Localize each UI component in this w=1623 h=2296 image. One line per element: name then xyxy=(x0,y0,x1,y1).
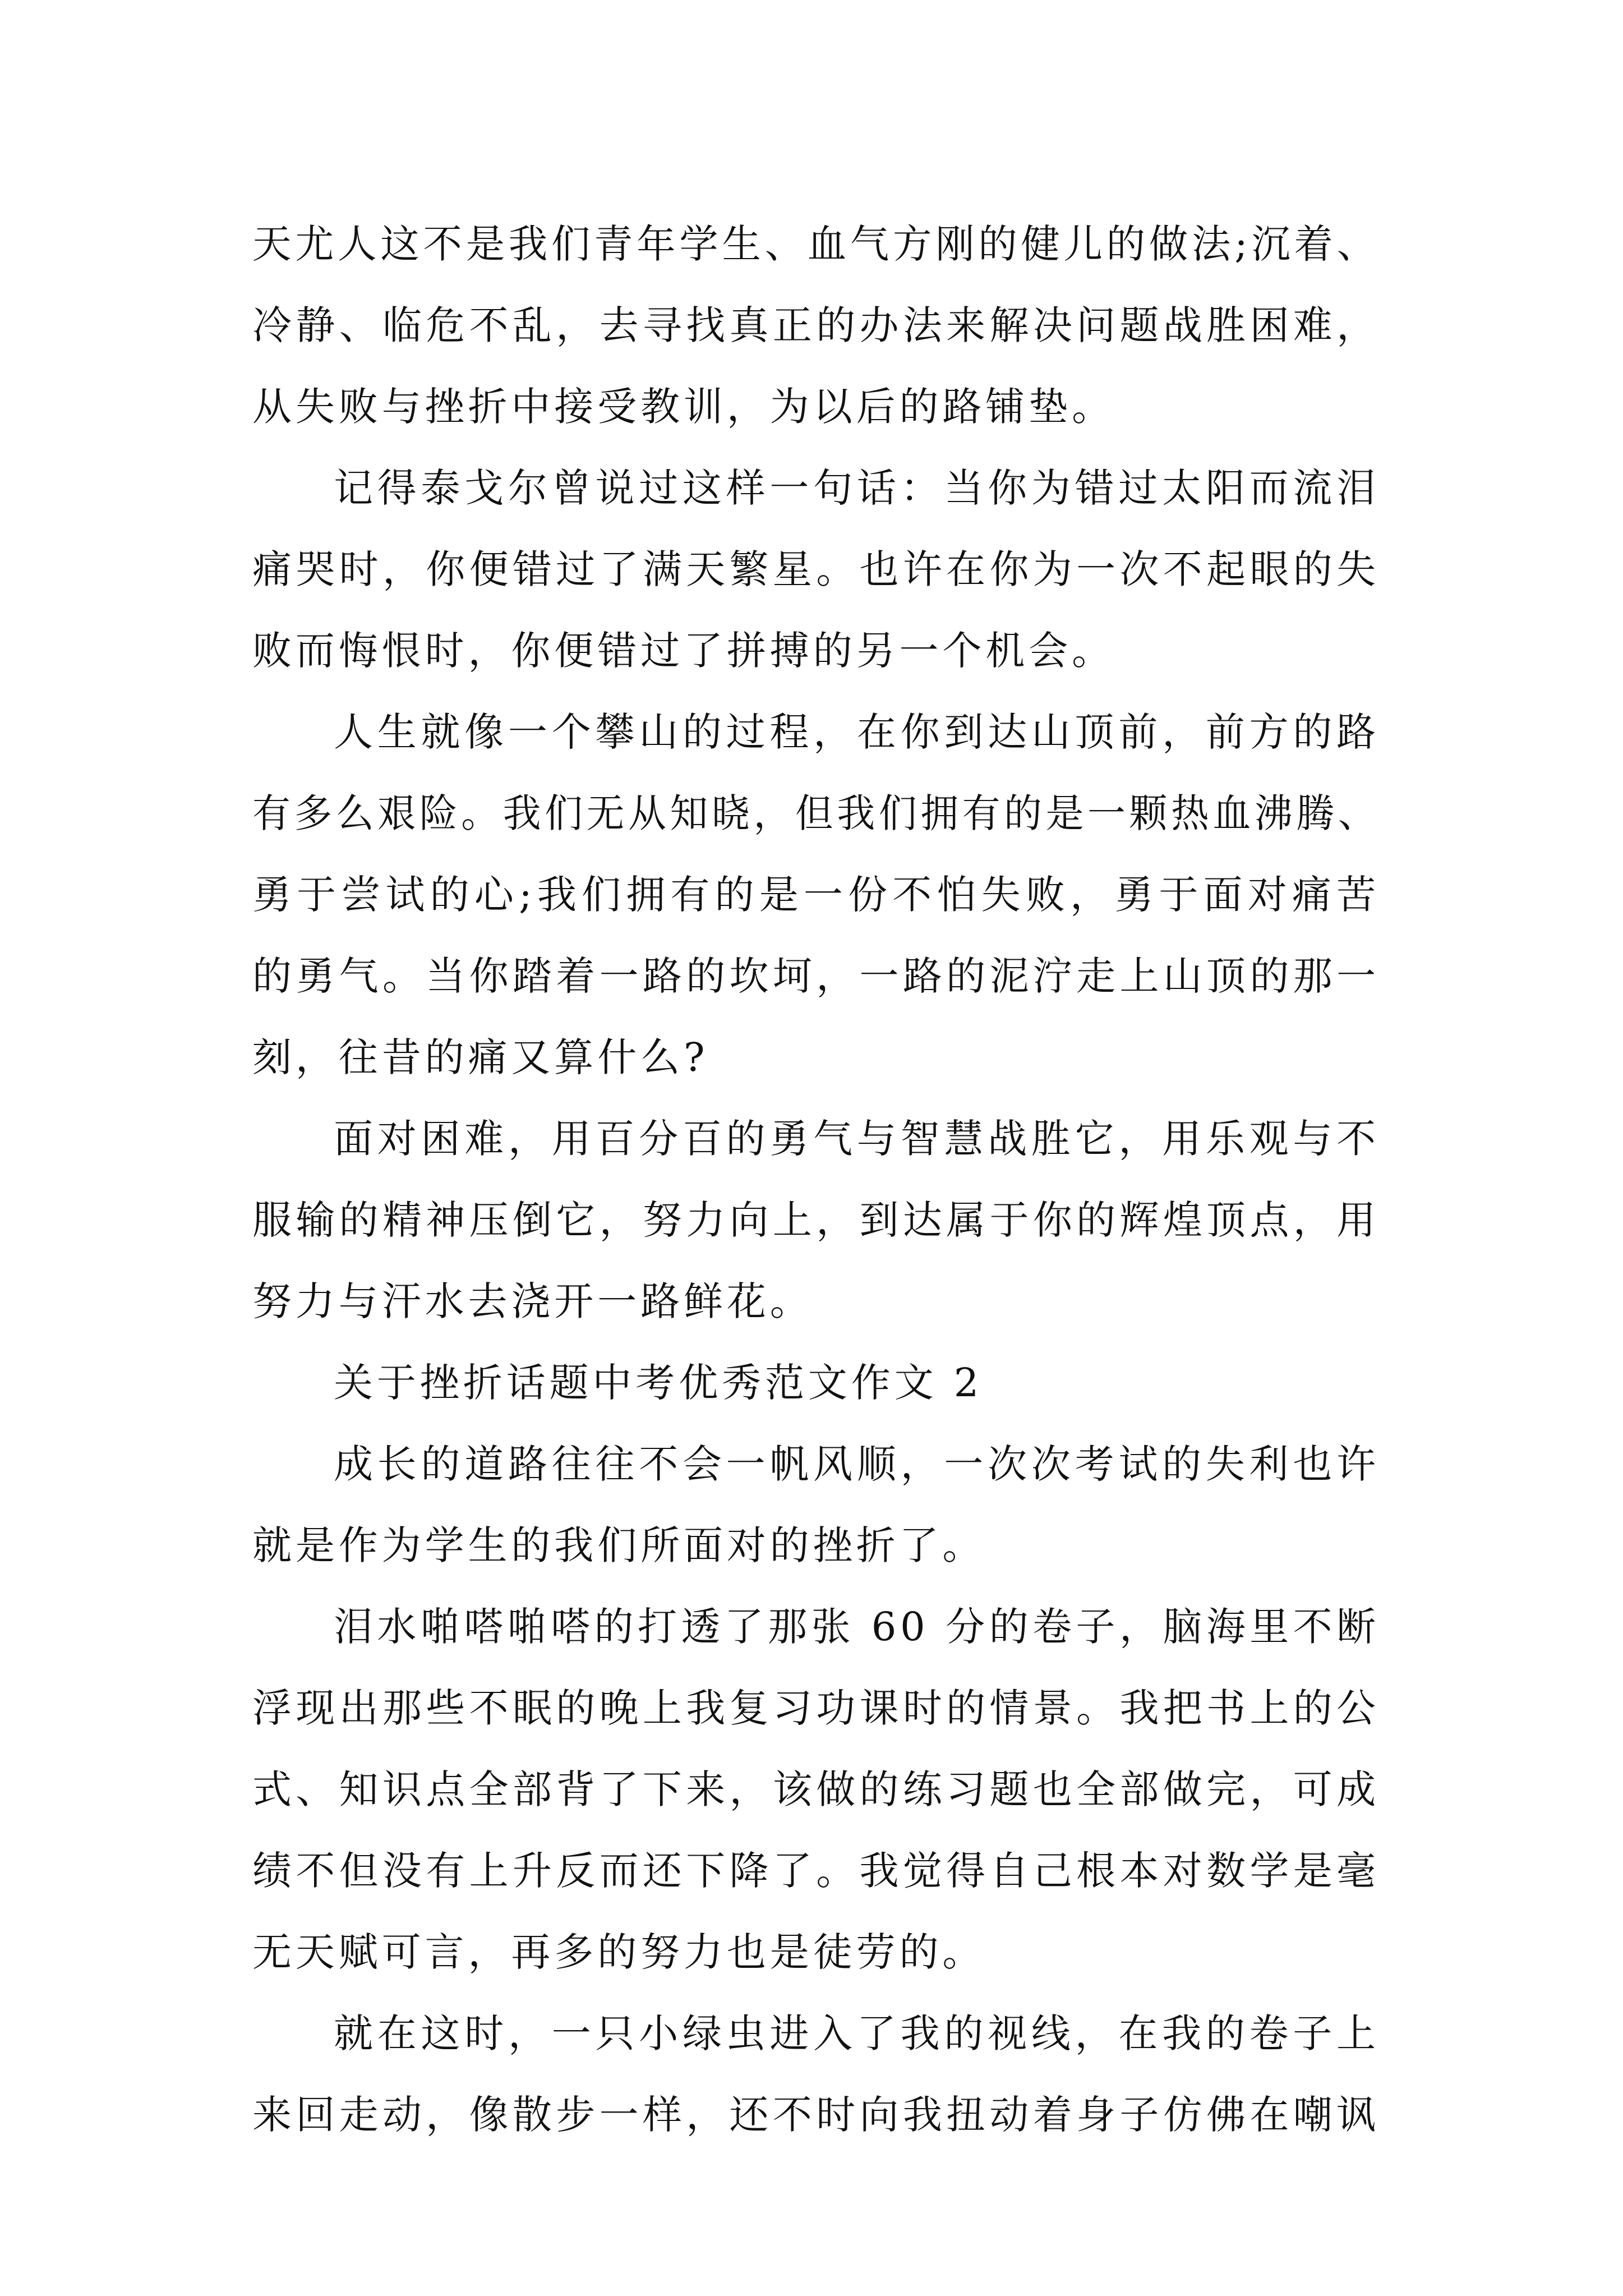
text-line: 记得泰戈尔曾说过这样一句话：当你为错过太阳而流泪 xyxy=(334,465,1380,511)
text-line: 努力与汗水去浇开一路鲜花。 xyxy=(252,1278,813,1324)
text-line: 就在这时，一只小绿虫进入了我的视线，在我的卷子上 xyxy=(334,2010,1380,2056)
text-line: 浮现出那些不眠的晚上我复习功课时的情景。我把书上的公 xyxy=(252,1685,1380,1731)
text-line: 人生就像一个攀山的过程，在你到达山顶前，前方的路 xyxy=(334,709,1380,755)
text-line: 勇于尝试的心;我们拥有的是一份不怕失败，勇于面对痛苦 xyxy=(252,872,1380,918)
text-line: 痛哭时，你便错过了满天繁星。也许在你为一次不起眼的失 xyxy=(252,546,1380,592)
text-line: 面对困难，用百分百的勇气与智慧战胜它，用乐观与不 xyxy=(334,1116,1380,1162)
text-line: 就是作为学生的我们所面对的挫折了。 xyxy=(252,1522,986,1568)
text-line: 式、知识点全部背了下来，该做的练习题也全部做完，可成 xyxy=(252,1766,1380,1812)
text-line: 的勇气。当你踏着一路的坎坷，一路的泥泞走上山顶的那一 xyxy=(252,953,1380,999)
text-line: 有多么艰险。我们无从知晓，但我们拥有的是一颗热血沸腾、 xyxy=(252,790,1380,836)
text-line: 从失败与挫折中接受教训，为以后的路铺垫。 xyxy=(252,384,1115,430)
text-line: 败而悔恨时，你便错过了拼搏的另一个机会。 xyxy=(252,628,1115,674)
text-line: 来回走动，像散步一样，还不时向我扭动着身子仿佛在嘲讽 xyxy=(252,2092,1380,2138)
text-line: 冷静、临危不乱，去寻找真正的办法来解决问题战胜困难， xyxy=(252,302,1380,348)
text-line: 成长的道路往往不会一帆风顺，一次次考试的失利也许 xyxy=(334,1441,1380,1487)
text-line: 服输的精神压倒它，努力向上，到达属于你的辉煌顶点，用 xyxy=(252,1197,1380,1243)
text-line: 无天赋可言，再多的努力也是徒劳的。 xyxy=(252,1929,986,1975)
section-heading: 关于挫折话题中考优秀范文作文 2 xyxy=(334,1360,983,1406)
text-line: 天尤人这不是我们青年学生、血气方刚的健儿的做法;沉着、 xyxy=(252,221,1380,267)
text-line: 刻，往昔的痛又算什么? xyxy=(252,1034,709,1080)
text-line: 泪水啪嗒啪嗒的打透了那张 60 分的卷子，脑海里不断 xyxy=(334,1604,1380,1650)
text-line: 绩不但没有上升反而还下降了。我觉得自己根本对数学是毫 xyxy=(252,1848,1380,1894)
